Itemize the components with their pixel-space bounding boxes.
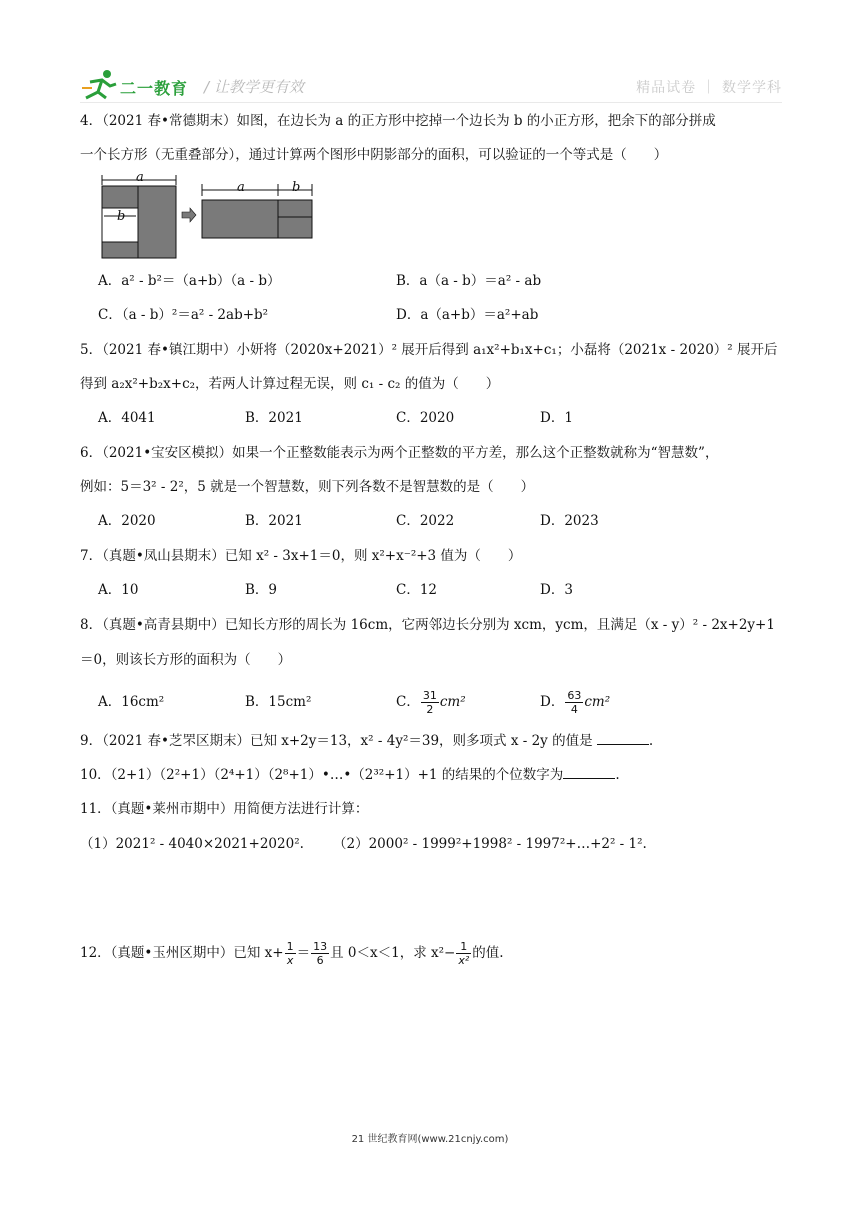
q6-option-b: B．2021 <box>245 513 303 529</box>
fig-label-b-left: b <box>117 209 126 224</box>
q10-end: . <box>615 767 620 783</box>
q12-fraction-13-over-6 <box>311 940 329 967</box>
q12-fraction-1-over-x2 <box>456 940 471 967</box>
q10-text: 10．（2+1）（2²+1）（2⁴+1）（2⁸+1）•…•（2³²+1）+1 的结果的个位数字为 <box>80 767 564 783</box>
q11-part1: （1）2021² - 4040×2021+2020². <box>80 836 304 852</box>
q7-option-d: D．3 <box>540 582 573 598</box>
q5-option-d: D．1 <box>540 410 573 426</box>
q11-stem: 11．（真题•莱州市期中）用简便方法进行计算： <box>80 801 369 817</box>
q8-option-d-unit: cm² <box>584 694 611 710</box>
q8-option-c-prefix: C． <box>396 694 420 710</box>
fig-label-a-left: a <box>136 170 144 185</box>
brand-name: 二一教育 <box>120 79 189 98</box>
q12-suffix: 的值. <box>472 945 504 961</box>
q5-option-b: B．2021 <box>245 410 303 426</box>
q12-stem <box>80 935 504 971</box>
q8-option-d-fraction <box>565 689 583 716</box>
q9-text: 9．（2021 春•芝罘区期末）已知 x+2y＝13，x² - 4y²＝39，则多项式 x - 2y 的值是 <box>80 733 593 749</box>
q5-option-a: A．4041 <box>98 410 156 426</box>
q4-option-d: D．a（a+b）＝a²+ab <box>396 307 539 323</box>
q7-option-c: C．12 <box>396 582 438 598</box>
q6-stem-line1: 6．（2021•宝安区模拟）如果一个正整数能表示为两个正整数的平方差，那么这个正整数就称为“智慧数”， <box>80 445 719 461</box>
q8-stem-line2: ＝0，则该长方形的面积为（ ） <box>80 652 292 668</box>
q4-option-c: C．（a - b）²＝a² - 2ab+b² <box>98 307 269 323</box>
q5-stem-line1: 5．（2021 春•镇江期中）小妍将（2020x+2021）² 展开后得到 a₁x²+b₁x+c₁；小磊将（2021x - 2020）² 展开后 <box>80 342 778 358</box>
header-subject: 精品试卷 ｜ 数学学科 <box>636 80 782 96</box>
q4-option-a: A．a² - b²＝（a+b）（a - b） <box>98 273 281 289</box>
q12-middle: 且 0＜x＜1，求 x²− <box>330 945 456 961</box>
header-rule <box>80 102 782 103</box>
q8-option-d-prefix: D． <box>540 694 565 710</box>
q12-fraction-3-denominator: x² <box>458 954 470 967</box>
q4-stem-line2: 一个长方形（无重叠部分），通过计算两个图形中阴影部分的面积，可以验证的一个等式是（ ） <box>80 147 668 163</box>
q12-prefix: 12．（真题•玉州区期中）已知 x+ <box>80 945 284 961</box>
q8-option-b: B．15cm² <box>245 694 312 710</box>
q4-option-b: B．a（a - b）＝a² - ab <box>396 273 542 289</box>
q12-fraction-1-denominator: x <box>286 954 294 967</box>
q8-option-c-fraction <box>421 689 439 716</box>
q5-option-c: C．2020 <box>396 410 455 426</box>
q8-option-d-denominator: 4 <box>570 703 578 716</box>
q8-option-d <box>540 684 610 720</box>
q6-option-d: D．2023 <box>540 513 599 529</box>
q8-option-c <box>396 684 466 720</box>
q10-stem <box>80 765 620 785</box>
q8-option-c-denominator: 2 <box>426 703 434 716</box>
fig-label-b-right: b <box>292 180 301 195</box>
q6-stem-line2: 例如：5＝3² - 2²，5 就是一个智慧数，则下列各数不是智慧数的是（ ） <box>80 479 535 495</box>
q8-option-c-unit: cm² <box>439 694 466 710</box>
q4-stem-line1: 4．（2021 春•常德期末）如图，在边长为 a 的正方形中挖掉一个边长为 b 的小正方形，把余下的部分拼成 <box>80 113 716 129</box>
runner-logo-icon <box>80 68 120 102</box>
q5-stem-line2: 得到 a₂x²+b₂x+c₂，若两人计算过程无误，则 c₁ - c₂ 的值为（ ） <box>80 376 500 392</box>
q8-option-c-numerator: 31 <box>422 689 437 702</box>
q9-stem <box>80 731 653 751</box>
q12-fraction-1-over-x <box>285 940 296 967</box>
q6-option-c: C．2022 <box>396 513 455 529</box>
q12-fraction-2-denominator: 6 <box>316 954 324 967</box>
q4-figure <box>100 172 315 264</box>
q12-equals: ＝ <box>296 945 311 961</box>
q12-fraction-3-numerator: 1 <box>456 940 471 954</box>
q8-stem-line1: 8．（真题•高青县期中）已知长方形的周长为 16cm，它两邻边长分别为 xcm，ycm，且满足（x - y）² - 2x+2y+1 <box>80 617 775 633</box>
brand-slogan: / 让教学更有效 <box>204 78 304 96</box>
q12-fraction-1-numerator: 1 <box>286 940 294 953</box>
q7-stem: 7．（真题•凤山县期末）已知 x² - 3x+1＝0，则 x²+x⁻²+3 值为（ ） <box>80 548 522 564</box>
q9-answer-blank[interactable] <box>597 732 649 745</box>
q7-option-b: B．9 <box>245 582 278 598</box>
q10-answer-blank[interactable] <box>563 766 615 779</box>
q8-option-a: A．16cm² <box>98 694 165 710</box>
fig-label-a-right: a <box>237 180 245 195</box>
q6-option-a: A．2020 <box>98 513 156 529</box>
q7-option-a: A．10 <box>98 582 139 598</box>
q9-end: . <box>648 733 654 749</box>
q12-fraction-2-numerator: 13 <box>313 940 328 953</box>
q11-part2: （2）2000² - 1999²+1998² - 1997²+…+2² - 1². <box>333 836 647 852</box>
page-footer: 21 世纪教育网(www.21cnjy.com) <box>351 1134 509 1145</box>
q8-option-d-numerator: 63 <box>567 689 582 702</box>
